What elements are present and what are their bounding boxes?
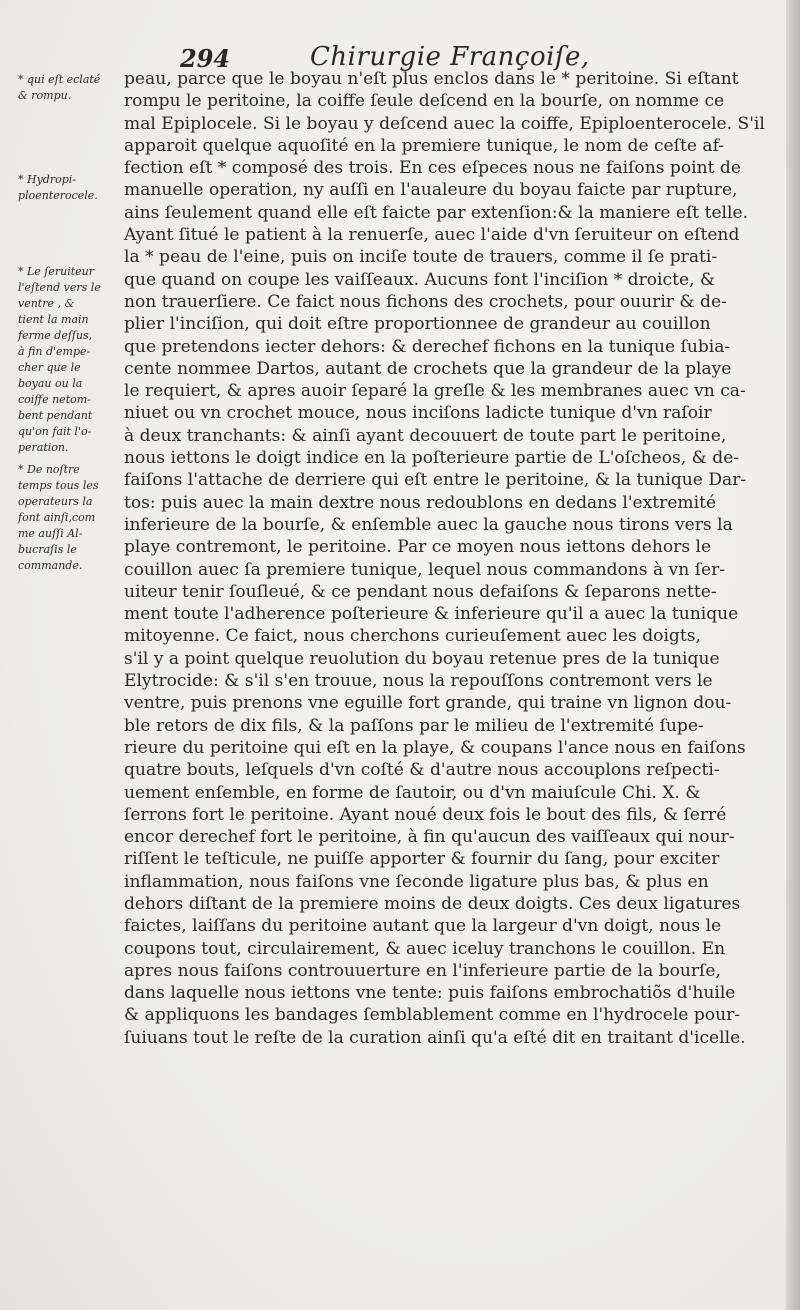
text-line: mal Epiplocele. Si le boyau y deſcend auec la coiffe, Epiploenterocele. S'il bbox=[124, 113, 765, 134]
margin-note-line: bucraſis le bbox=[18, 543, 77, 556]
text-line: & appliquons les bandages ſemblablement comme en l'hydrocele pour- bbox=[124, 1005, 741, 1026]
margin-note-line: ventre , & bbox=[18, 297, 75, 310]
text-line: faiſons l'attache de derriere qui eſt entre le peritoine, & la tunique Dar- bbox=[124, 470, 747, 491]
text-line: playe contremont, le peritoine. Par ce moyen nous iettons dehors le bbox=[124, 537, 712, 558]
margin-note-line: bent pendant bbox=[18, 409, 93, 422]
text-line: niuet ou vn crochet mouce, nous inciſons ladicte tunique d'vn raſoir bbox=[124, 403, 712, 424]
text-line: ment toute l'adherence poſterieure & inferieure qu'il a auec la tunique bbox=[124, 604, 739, 625]
margin-note-line: * Hydropi- bbox=[18, 173, 77, 186]
text-line: couillon auec ſa premiere tunique, lequel nous commandons à vn ſer- bbox=[124, 559, 726, 580]
text-line: Elytrocide: & s'il s'en trouue, nous la repouſſons contremont vers le bbox=[124, 671, 713, 692]
text-line: quatre bouts, leſquels d'vn coſté & d'autre nous accouplons reſpecti- bbox=[124, 760, 720, 781]
text-line: dans laquelle nous iettons vne tente: puis faiſons embrochatiõs d'huile bbox=[124, 983, 736, 1004]
text-line: manuelle operation, ny auſſi en l'aualeure du boyau faicte par rupture, bbox=[124, 180, 738, 201]
margin-note-line: peration. bbox=[18, 441, 69, 454]
text-line: rompu le peritoine, la coiffe ſeule deſcend en la bourſe, on nomme ce bbox=[124, 91, 725, 112]
margin-note-line: ploenterocele. bbox=[18, 189, 98, 202]
text-line: que quand on coupe les vaiſſeaux. Aucuns font l'inciſion * droicte, & bbox=[124, 269, 716, 290]
text-line: tos: puis auec la main dextre nous redoublons en dedans l'extremité bbox=[124, 492, 717, 513]
text-line: encor derechef fort le peritoine, à fin qu'aucun des vaiſſeaux qui nour- bbox=[124, 827, 735, 848]
text-line: mitoyenne. Ce faict, nous cherchons curieuſement auec les doigts, bbox=[124, 626, 701, 647]
text-line: plier l'inciſion, qui doit eſtre proportionnee de grandeur au couillon bbox=[124, 314, 711, 335]
text-line: inflammation, nous faiſons vne ſeconde ligature plus bas, & plus en bbox=[124, 871, 709, 892]
text-line: fection eſt * composé des trois. En ces eſpeces nous ne faiſons point de bbox=[124, 158, 741, 179]
text-line: que pretendons iecter dehors: & derechef fichons en la tunique ſubia- bbox=[124, 336, 731, 357]
text-line: apres nous faiſons controuuerture en l'inferieure partie de la bourſe, bbox=[124, 960, 721, 981]
text-line: dehors diſtant de la premiere moins de deux doigts. Ces deux ligatures bbox=[124, 893, 741, 914]
margin-note-line: & rompu. bbox=[18, 89, 72, 102]
text-line: ſerrons fort le peritoine. Ayant noué deux fois le bout des fils, & ſerré bbox=[124, 804, 727, 825]
text-line: rieure du peritoine qui eſt en la playe, & coupans l'ance nous en faiſons bbox=[124, 737, 746, 758]
margin-note-line: operateurs la bbox=[18, 495, 93, 508]
margin-note-line: commande. bbox=[18, 559, 83, 572]
text-line: ſuiuans tout le reſte de la curation ainſi qu'a eſté dit en traitant d'icelle. bbox=[124, 1027, 746, 1048]
text-line: cente nommee Dartos, autant de crochets que la grandeur de la playe bbox=[124, 358, 732, 379]
text-line: s'il y a point quelque reuolution du boyau retenue pres de la tunique bbox=[124, 648, 720, 669]
margin-note-line: tient la main bbox=[18, 313, 89, 326]
margin-note-line: à fin d'empe- bbox=[18, 345, 91, 358]
margin-note-line: ferme deſſus, bbox=[18, 329, 93, 342]
margin-note-line: * Le ſeruiteur bbox=[18, 265, 95, 278]
margin-note bbox=[18, 264, 118, 456]
text-line: ains ſeulement quand elle eſt faicte par extenſion:& la maniere eſt telle. bbox=[124, 202, 749, 223]
text-line: ventre, puis prenons vne eguille fort grande, qui traine vn lignon dou- bbox=[124, 693, 732, 714]
page-edge bbox=[786, 0, 800, 1310]
text-line: uiteur tenir ſouſleué, & ce pendant nous defaiſons & ſeparons nette- bbox=[124, 581, 717, 602]
text-line: non trauerſiere. Ce faict nous fichons des crochets, pour ouurir & de- bbox=[124, 291, 727, 312]
margin-note-line: me auſſi Al- bbox=[18, 527, 83, 540]
text-line: uement enſemble, en forme de ſautoir, ou d'vn maiuſcule Chi. X. & bbox=[124, 782, 701, 803]
text-line: peau, parce que le boyau n'eſt plus enclos dans le * peritoine. Si eſtant bbox=[124, 69, 739, 89]
margin-note bbox=[18, 72, 118, 104]
margin-note-line: * De noſtre bbox=[18, 463, 80, 476]
margin-note-line: * qui eſt eclaté bbox=[18, 73, 101, 86]
margin-note-line: l'eſtend vers le bbox=[18, 281, 101, 294]
text-line: la * peau de l'eine, puis on inciſe toute de trauers, comme il ſe prati- bbox=[124, 247, 718, 268]
text-line: riſſent le teſticule, ne puiſſe apporter & fournir du ſang, pour exciter bbox=[124, 849, 720, 870]
text-line: à deux tranchants: & ainſi ayant decouuert de toute part le peritoine, bbox=[124, 425, 727, 446]
page-number: 294 bbox=[180, 44, 231, 73]
margin-note-line: font ainſi,com bbox=[18, 511, 96, 524]
margin-note-line: qu'on fait l'o- bbox=[18, 425, 92, 438]
margin-note bbox=[18, 172, 118, 204]
margin-note-line: coiffe netom- bbox=[18, 393, 91, 406]
margin-note-line: boyau ou la bbox=[18, 377, 83, 390]
text-line: inferieure de la bourſe, & enſemble auec la gauche nous tirons vers la bbox=[124, 514, 733, 535]
running-title: Chirurgie Françoiſe, bbox=[310, 42, 590, 72]
text-line: le requiert, & apres auoir ſeparé la greſle & les membranes auec vn ca- bbox=[124, 381, 746, 402]
margin-note-line: cher que le bbox=[18, 361, 81, 374]
margin-note-line: temps tous les bbox=[18, 479, 99, 492]
body-text bbox=[124, 68, 784, 1049]
text-line: ble retors de dix fils, & la paſſons par le milieu de l'extremité ſupe- bbox=[124, 715, 704, 736]
text-line: coupons tout, circulairement, & auec iceluy tranchons le couillon. En bbox=[124, 938, 726, 959]
text-line: Ayant ſitué le patient à la renuerſe, auec l'aide d'vn ſeruiteur on eſtend bbox=[124, 225, 740, 246]
margin-note bbox=[18, 462, 118, 574]
text-line: nous iettons le doigt indice en la poſterieure partie de L'oſcheos, & de- bbox=[124, 448, 740, 469]
text-line: faictes, laiſſans du peritoine autant que la largeur d'vn doigt, nous le bbox=[124, 916, 722, 937]
text-line: apparoit quelque aquoſité en la premiere tunique, le nom de ceſte af- bbox=[124, 135, 725, 156]
